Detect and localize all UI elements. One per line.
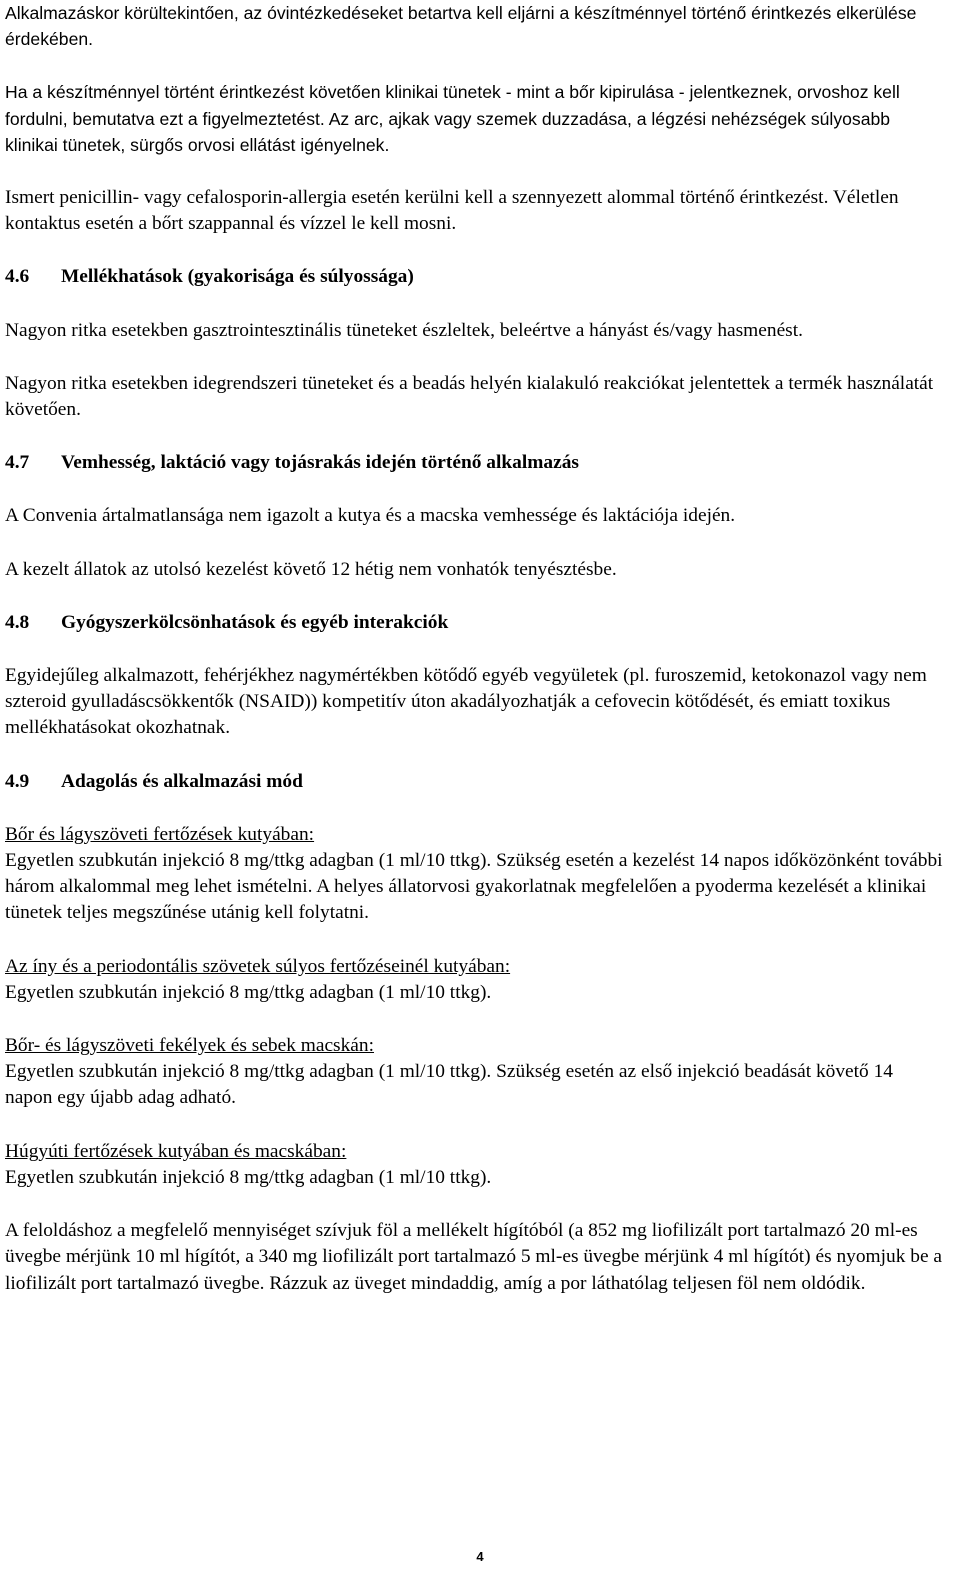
section-number: 4.7 xyxy=(5,452,30,474)
subsection-title-dog-periodontal: Az íny és a periodontális szövetek súlyos fertőzéseinél kutyában: xyxy=(5,955,511,977)
allergy-paragraph: Ismert penicillin- vagy cefalosporin-allergia esetén kerülni kell a szennyezett alommal történő érintkezést. Véletlen kontaktus esetén a bőrt szappannal és vízzel le kell mosni. xyxy=(5,187,899,235)
section-number: 4.6 xyxy=(5,266,30,288)
section-4-8-paragraph-1: Egyidejűleg alkalmazott, fehérjékhez nagymértékben kötődő egyéb vegyületek (pl. furoszemid, ketokonazol vagy nem szteroid gyulladáscsökkentők (NSAID)) kompetitív úton akadályozhatják a cefovecin kötődését, és emiatt toxikus mellékhatásokat okozhatnak. xyxy=(5,665,927,739)
page-number: 4 xyxy=(476,1549,484,1564)
document-page xyxy=(5,0,945,1297)
subsection-text-urinary: Egyetlen szubkután injekció 8 mg/ttkg adagban (1 ml/10 ttkg). xyxy=(5,1166,492,1188)
subsection-text-dog-skin: Egyetlen szubkután injekció 8 mg/ttkg adagban (1 ml/10 ttkg). Szükség esetén a kezelést 14 napos időközönként további három alkalommal meg lehet ismételni. A helyes állatorvosi gyakorlatnak megfelelően a pyoderma kezelését a klinikai tünetek teljes megszűnése utánig kell folytatni. xyxy=(5,850,943,924)
section-heading-4-6 xyxy=(5,264,945,290)
section-title: Adagolás és alkalmazási mód xyxy=(61,770,303,792)
subsection-text-cat-wounds: Egyetlen szubkután injekció 8 mg/ttkg adagban (1 ml/10 ttkg). Szükség esetén az első injekció beadását követő 14 napon egy újabb adag adható. xyxy=(5,1061,893,1109)
contact-symptoms-paragraph: Ha a készítménnyel történt érintkezést követően klinikai tünetek - mint a bőr kipirulása - jelentkeznek, orvoshoz kell fordulni, bemutatva ezt a figyelmeztetést. Az arc, ajkak vagy szemek duzzadása, a légzési nehézségek súlyosabb klinikai tünetek, sürgős orvosi ellátást igényelnek. xyxy=(5,82,900,155)
precaution-paragraph: Alkalmazáskor körültekintően, az óvintézkedéseket betartva kell eljárni a készítménnyel történő érintkezés elkerülése érdekében. xyxy=(5,3,917,50)
section-4-7-paragraph-2: A kezelt állatok az utolsó kezelést követő 12 hétig nem vonhatók tenyésztésbe. xyxy=(5,558,617,580)
section-4-7-paragraph-1: A Convenia ártalmatlansága nem igazolt a kutya és a macska vemhessége és laktációja idején. xyxy=(5,505,736,527)
subsection-title-cat-wounds: Bőr- és lágyszöveti fekélyek és sebek macskán: xyxy=(5,1035,374,1057)
subsection-text-dog-periodontal: Egyetlen szubkután injekció 8 mg/ttkg adagban (1 ml/10 ttkg). xyxy=(5,981,492,1003)
section-title: Gyógyszerkölcsönhatások és egyéb interakciók xyxy=(61,611,449,633)
section-number: 4.8 xyxy=(5,611,30,633)
subsection-title-dog-skin: Bőr és lágyszöveti fertőzések kutyában: xyxy=(5,823,315,845)
section-title: Mellékhatások (gyakorisága és súlyossága) xyxy=(61,266,414,288)
section-number: 4.9 xyxy=(5,770,30,792)
section-heading-4-9 xyxy=(5,769,945,795)
section-heading-4-7 xyxy=(5,450,945,476)
reconstitution-paragraph: A feloldáshoz a megfelelő mennyiséget szívjuk föl a mellékelt hígítóból (a 852 mg liofilizált port tartalmazó 20 ml-es üvegbe mérjünk 10 ml hígítót, a 340 mg liofilizált port tartalmazó 5 ml-es üvegbe mérjünk 4 ml hígítót) és nyomjuk be a liofilizált port tartalmazó üvegbe. Rázzuk az üveget mindaddig, amíg a por láthatólag teljesen föl nem oldódik. xyxy=(5,1220,943,1294)
section-4-6-paragraph-2: Nagyon ritka esetekben idegrendszeri tüneteket és a beadás helyén kialakuló reakciókat jelentettek a termék használatát követően. xyxy=(5,372,934,421)
section-heading-4-8 xyxy=(5,610,945,636)
subsection-title-urinary: Húgyúti fertőzések kutyában és macskában: xyxy=(5,1140,347,1162)
section-title: Vemhesség, laktáció vagy tojásrakás idején történő alkalmazás xyxy=(61,452,579,474)
section-4-6-paragraph-1: Nagyon ritka esetekben gasztrointesztinális tüneteket észleltek, beleértve a hányást és/vagy hasmenést. xyxy=(5,319,803,341)
